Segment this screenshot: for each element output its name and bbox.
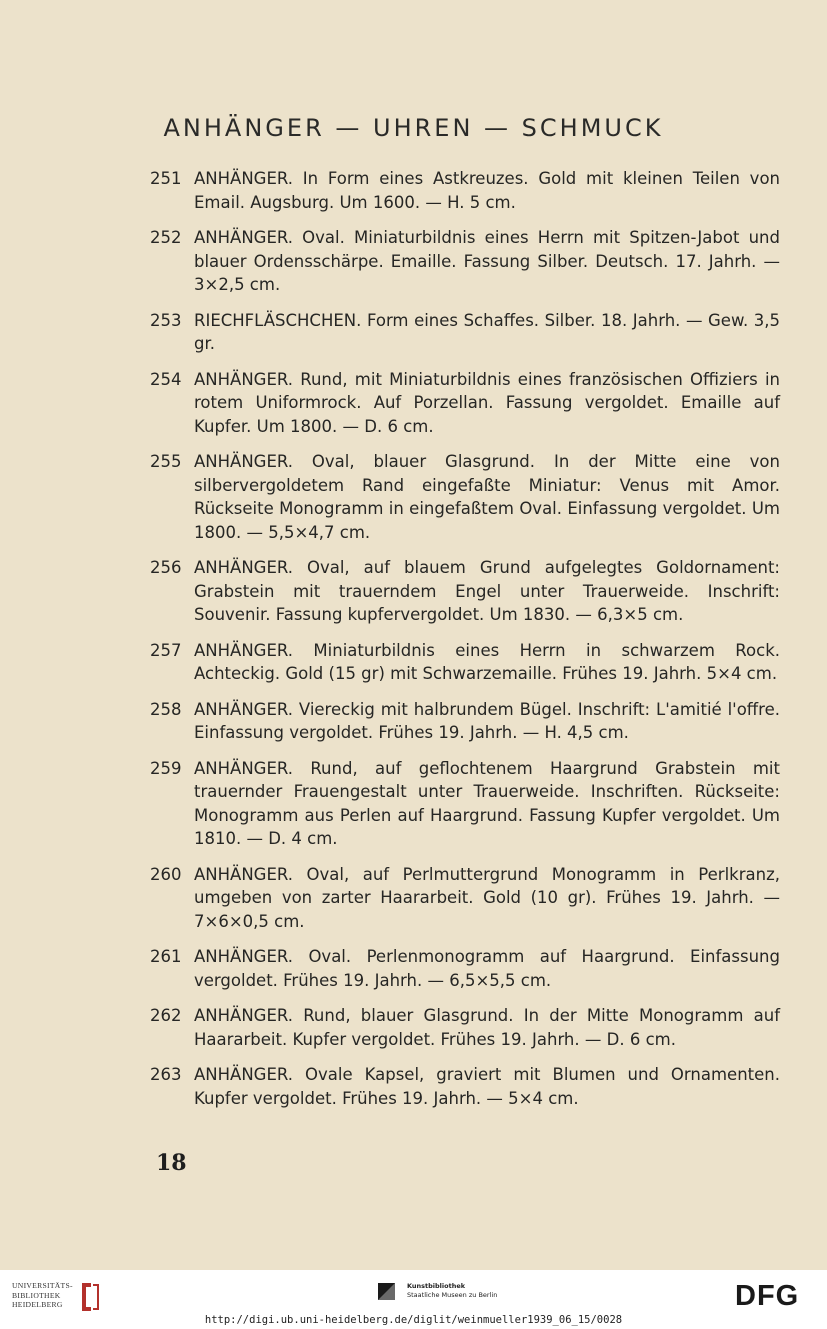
kunstbibliothek-name: Kunstbibliothek xyxy=(407,1282,466,1290)
entry-number: 262 xyxy=(150,1006,182,1025)
kunstbibliothek-subtitle: Staatliche Museen zu Berlin xyxy=(407,1291,498,1299)
catalog-entry xyxy=(150,1063,780,1110)
entry-text: ANHÄNGER. Rund, auf geflochtenem Haargrund Grabstein mit trauernder Frauengestalt unter Trauerweide. Inschriften. Rückseite: Monogramm aus Perlen auf Haargrund. Fassung Kupfer vergoldet. Um 1810. — D. 4 cm. xyxy=(194,758,780,848)
entry-text: ANHÄNGER. Oval. Miniaturbildnis eines Herrn mit Spitzen-Jabot und blauer Ordensschärpe. Emaille. Fassung Silber. Deutsch. 17. Jahrh. — 3×2,5 cm. xyxy=(194,228,780,294)
catalog-entry xyxy=(150,167,780,214)
entry-text: ANHÄNGER. Oval, auf Perlmuttergrund Monogramm in Perlkranz, umgeben von zarter Haararbeit. Gold (10 gr). Frühes 19. Jahrh. — 7×6×0,5 cm. xyxy=(194,864,780,931)
catalog-entry xyxy=(150,639,780,686)
entry-text: ANHÄNGER. Oval, auf blauem Grund aufgelegtes Goldornament: Grabstein mit trauerndem Engel unter Trauerweide. Inschrift: Souvenir. Fassung kupfervergoldet. Um 1830. — 6,3×5 cm. xyxy=(194,558,780,624)
permalink-url[interactable]: http://digi.ub.uni-heidelberg.de/diglit/weinmueller1939_06_15/0028 xyxy=(204,1314,623,1326)
university-library-logo[interactable] xyxy=(12,1281,101,1313)
kunstbibliothek-text xyxy=(407,1282,497,1300)
entry-text: ANHÄNGER. Oval, blauer Glasgrund. In der Mitte eine von silbervergoldetem Rand eingefaßte Miniatur: Venus mit Amor. Rückseite Monogramm in eingefaßtem Oval. Einfassung vergoldet. Um 1800. — 5,5×4,7 cm. xyxy=(194,452,780,542)
uni-line-3: HEIDELBERG xyxy=(12,1300,63,1309)
catalog-entry xyxy=(150,450,780,544)
uni-line-1: UNIVERSITÄTS- xyxy=(12,1281,73,1290)
catalog-entry xyxy=(150,1004,780,1051)
entry-number: 263 xyxy=(150,1065,182,1084)
entry-number: 256 xyxy=(150,558,182,577)
entry-text: RIECHFLÄSCHCHEN. Form eines Schaffes. Silber. 18. Jahrh. — Gew. 3,5 gr. xyxy=(194,310,780,353)
entry-number: 255 xyxy=(150,452,182,471)
page-heading: ANHÄNGER — UHREN — SCHMUCK xyxy=(163,114,664,142)
catalog-entry xyxy=(150,945,780,992)
entry-text: ANHÄNGER. Rund, blauer Glasgrund. In der Mitte Monogramm auf Haararbeit. Kupfer vergoldet. Frühes 19. Jahrh. — D. 6 cm. xyxy=(194,1006,780,1049)
kunstbibliothek-logo[interactable] xyxy=(378,1282,497,1300)
entry-number: 261 xyxy=(150,947,182,966)
uni-line-2: BIBLIOTHEK xyxy=(12,1290,61,1300)
catalog-entry xyxy=(150,309,780,356)
entry-text: ANHÄNGER. Miniaturbildnis eines Herrn in schwarzem Rock. Achteckig. Gold (15 gr) mit Schwarzemaille. Frühes 19. Jahrh. 5×4 cm. xyxy=(194,640,780,683)
catalog-entry xyxy=(150,556,780,627)
page-number: 18 xyxy=(156,1150,187,1176)
entry-text: ANHÄNGER. Oval. Perlenmonogramm auf Haargrund. Einfassung vergoldet. Frühes 19. Jahrh. — 6,5×5,5 cm. xyxy=(194,947,780,990)
entry-number: 253 xyxy=(150,310,182,330)
entry-number: 254 xyxy=(150,369,182,389)
footer-bar xyxy=(0,1270,827,1329)
catalog-entry xyxy=(150,698,780,745)
catalog-entry xyxy=(150,863,780,934)
entry-text: ANHÄNGER. Ovale Kapsel, graviert mit Blumen und Ornamenten. Kupfer vergoldet. Frühes 19. Jahrh. — 5×4 cm. xyxy=(194,1065,780,1108)
entry-text: ANHÄNGER. Rund, mit Miniaturbildnis eines französischen Offiziers in rotem Uniformrock. Auf Porzellan. Fassung vergoldet. Emaille auf Kupfer. Um 1800. — D. 6 cm. xyxy=(194,369,780,436)
entry-number: 258 xyxy=(150,699,182,719)
entry-number: 259 xyxy=(150,758,182,778)
catalog-entries xyxy=(150,167,780,1122)
catalog-entry xyxy=(150,368,780,439)
dfg-logo[interactable]: DFG xyxy=(735,1280,800,1312)
entry-number: 257 xyxy=(150,640,182,660)
entry-number: 252 xyxy=(150,228,182,247)
catalog-entry xyxy=(150,226,780,297)
catalog-entry xyxy=(150,757,780,851)
entry-text: ANHÄNGER. Viereckig mit halbrundem Bügel. Inschrift: L'amitié l'offre. Einfassung vergoldet. Frühes 19. Jahrh. — H. 4,5 cm. xyxy=(194,699,780,742)
heidelberg-emblem-icon xyxy=(79,1281,101,1313)
entry-text: ANHÄNGER. In Form eines Astkreuzes. Gold mit kleinen Teilen von Email. Augsburg. Um 1600. — H. 5 cm. xyxy=(194,169,780,212)
entry-number: 251 xyxy=(150,169,182,188)
entry-number: 260 xyxy=(150,864,182,884)
kunstbibliothek-mark-icon xyxy=(378,1283,395,1300)
university-library-text xyxy=(12,1281,73,1310)
